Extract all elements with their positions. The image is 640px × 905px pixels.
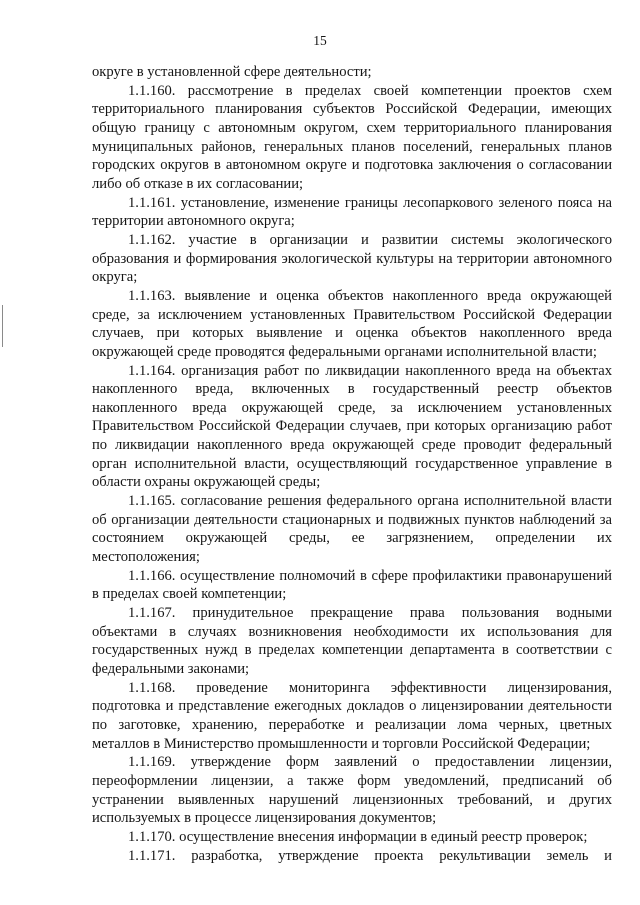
list-item-paragraph: 1.1.161. установление, изменение границы лесопаркового зеленого пояса на территории автономного округа; [92, 194, 612, 230]
continuation-paragraph: округе в установленной сфере деятельности; [92, 64, 372, 80]
document-body [92, 63, 612, 865]
list-item-paragraph: 1.1.171. разработка, утверждение проекта рекультивации земель и [128, 847, 612, 864]
list-item-paragraph: 1.1.165. согласование решения федерального органа исполнительной власти об организации деятельности стационарных и подвижных пунктов наблюдений за состоянием окружающей среды, ее загрязнением, определении их местоположения; [92, 493, 612, 566]
list-item-paragraph: 1.1.160. рассмотрение в пределах своей компетенции проектов схем территориального планирования субъектов Российской Федерации, имеющих общую границу с автономным округом, схем территориального планирования муниципальных районов, генеральных планов поселений, генеральных планов городских округов в автономном округе и подготовка заключения о согласовании либо об отказе в их согласовании; [92, 82, 612, 192]
list-item-paragraph: 1.1.166. осуществление полномочий в сфере профилактики правонарушений в пределах своей компетенции; [92, 567, 612, 603]
list-item-paragraph: 1.1.170. осуществление внесения информации в единый реестр проверок; [128, 828, 588, 845]
scan-edge-mark [2, 305, 3, 347]
list-item-paragraph: 1.1.167. принудительное прекращение права пользования водными объектами в случаях возникновения необходимости их использования для государственных нужд в пределах компетенции департамента в соответствии с федеральными законами; [92, 605, 612, 677]
list-item-paragraph: 1.1.162. участие в организации и развитии системы экологического образования и формирования экологической культуры на территории автономного округа; [92, 231, 612, 286]
list-item-paragraph: 1.1.168. проведение мониторинга эффективности лицензирования, подготовка и представление ежегодных докладов о лицензировании деятельности по заготовке, хранению, переработке и реализации лома черных, цветных металлов в Министерство промышленности и торговли Российской Федерации; [92, 679, 612, 752]
page-number: 15 [313, 33, 327, 48]
list-item-paragraph: 1.1.163. выявление и оценка объектов накопленного вреда окружающей среде, за исключением установленных Правительством Российской Федерации случаев, при которых выявление и оценка объектов накопленного вреда окружающей среде проводятся федеральными органами исполнительной власти; [92, 287, 612, 360]
list-item-paragraph: 1.1.164. организация работ по ликвидации накопленного вреда на объектах накопленного вреда, включенных в государственный реестр объектов накопленного вреда окружающей среде, за исключением установленных Правительством Российской Федерации случаев, при которых организацию работ по ликвидации накопленного вреда окружающей среде проводит федеральный орган исполнительной власти, осуществляющий государственное управление в области охраны окружающей среды; [92, 362, 612, 491]
list-item-paragraph: 1.1.169. утверждение форм заявлений о предоставлении лицензии, переоформлении лицензии, а также форм уведомлений, предписаний об устранении выявленных нарушений лицензионных требований, и других используемых в процессе лицензирования документов; [92, 754, 612, 827]
